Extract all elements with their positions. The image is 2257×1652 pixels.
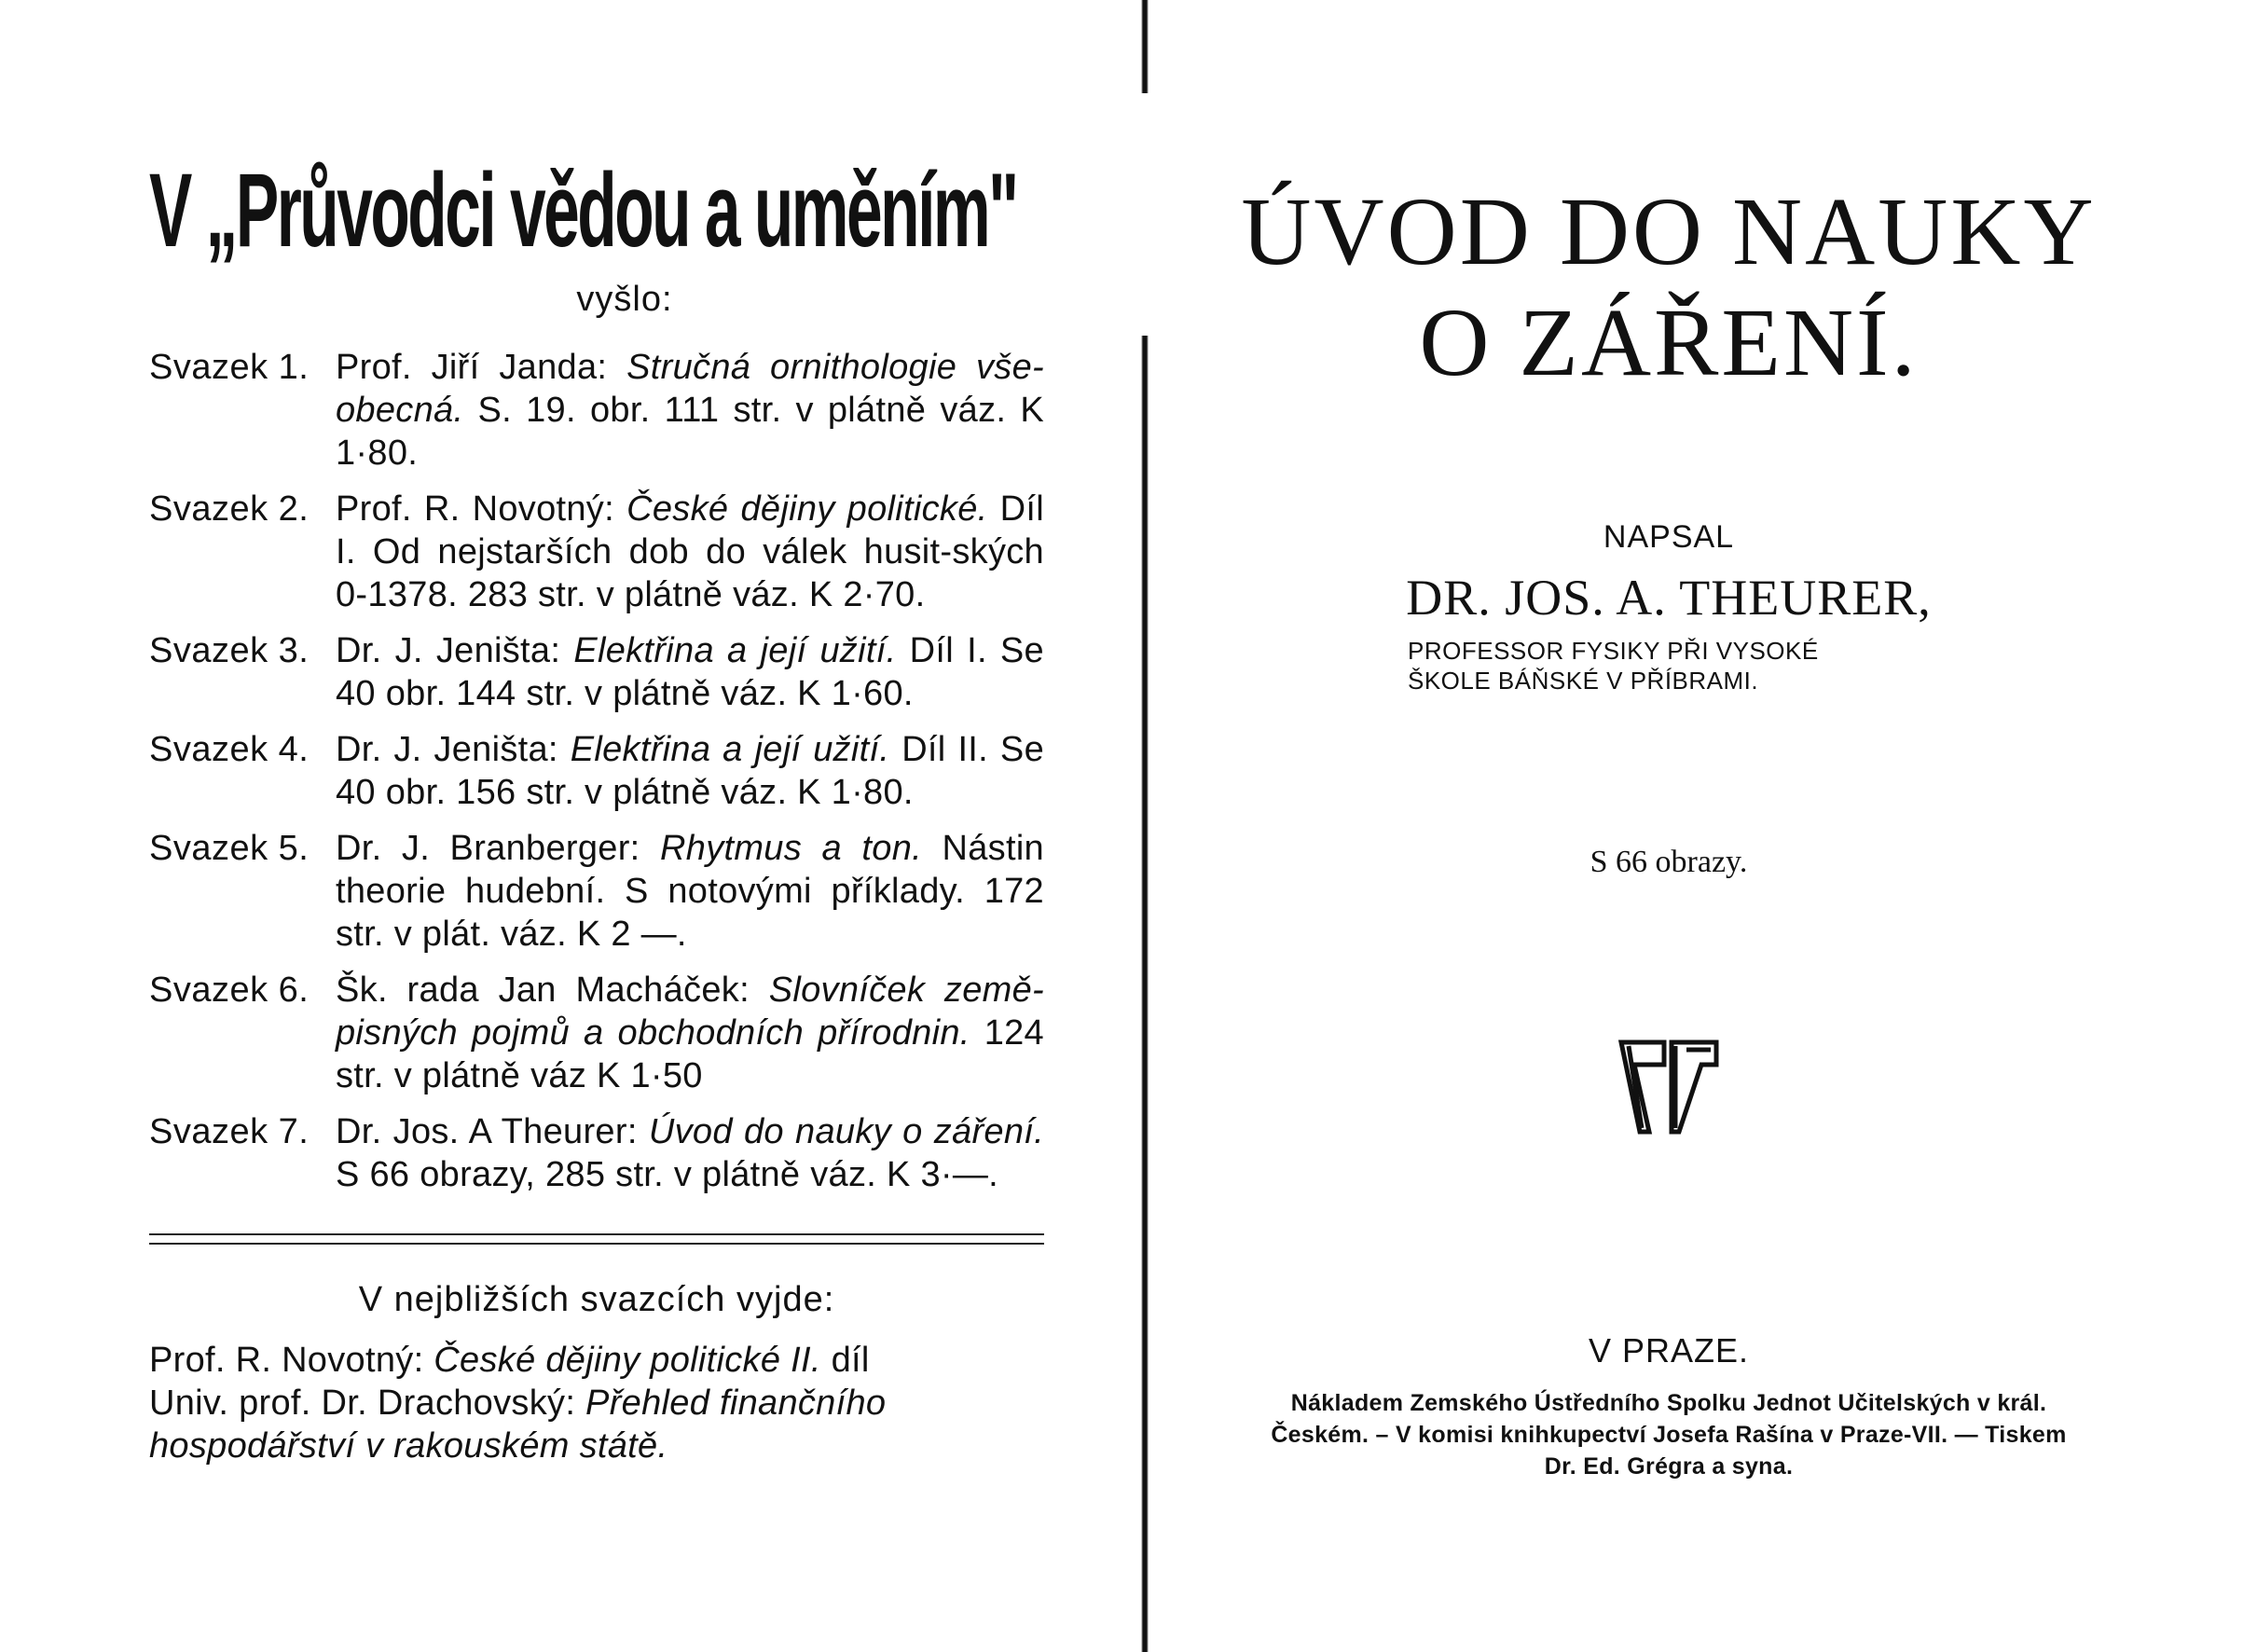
- volume-details: Díl II. Se 40 obr. 156 str. v plátně váz. K 1·80.: [336, 730, 1045, 812]
- forthcoming-title: České dějiny politické II.: [434, 1341, 821, 1380]
- volume-author: Šk. rada Jan Macháček:: [336, 971, 750, 1010]
- volume-title: Elektřina a její užití.: [573, 631, 897, 670]
- volume-title: Stručná ornithologie vše-obecná.: [336, 348, 1044, 430]
- volume-number: Svazek 7.: [149, 1112, 310, 1151]
- volume-title: Rhytmus a ton.: [660, 829, 922, 868]
- volume-entry: [149, 346, 1044, 475]
- volume-details: S 66 obrazy, 285 str. v plátně váz. K 3·—.: [336, 1155, 999, 1194]
- volume-description: [336, 346, 1044, 475]
- volume-details: Nástin theorie hudební. S notovými příklady. 172 str. v plát. váz. K 2 —.: [336, 829, 1044, 954]
- volume-description: [336, 488, 1044, 616]
- page-gutter: [1141, 0, 1149, 1652]
- illustrations-note: S 66 obrazy.: [1590, 845, 1748, 880]
- volume-details: Díl I. Od nejstarších dob do válek husit-ských 0-1378. 283 str. v plátně váz. K 2·70.: [336, 489, 1045, 614]
- double-rule-divider: [149, 1233, 1044, 1245]
- volume-entry: [149, 629, 1044, 715]
- affiliation-line: PROFESSOR FYSIKY PŘI VYSOKÉ: [1408, 637, 1819, 666]
- volume-title: Úvod do nauky o záření.: [648, 1112, 1044, 1151]
- volume-list: [149, 346, 1044, 1196]
- volume-description: [336, 827, 1044, 956]
- book-title-line: ÚVOD DO NAUKY: [1241, 178, 2097, 285]
- volume-number: Svazek 2.: [149, 489, 310, 529]
- volume-entry: [149, 969, 1044, 1097]
- publisher-monogram-icon: [1617, 1039, 1720, 1136]
- author-name: DR. JOS. A. THEURER,: [1406, 570, 1932, 626]
- volume-entry: [149, 488, 1044, 616]
- volume-author: Prof. R. Novotný:: [336, 489, 614, 529]
- volume-title: Slovníček země-pisných pojmů a obchodních přírodnin.: [336, 971, 1044, 1053]
- volume-author: Dr. J. Jeništa:: [336, 730, 558, 769]
- volume-details: S. 19. obr. 111 str. v plátně váz. K 1·80.: [336, 391, 1044, 473]
- imprint-line: Českém. – V komisi knihkupectví Josefa Rašína v Praze-VII. — Tiskem: [1271, 1422, 2067, 1449]
- published-label: vyšlo:: [576, 280, 673, 319]
- volume-description: [336, 728, 1044, 814]
- book-title-line: O ZÁŘENÍ.: [1419, 288, 1919, 396]
- volume-number: Svazek 1.: [149, 348, 310, 387]
- forthcoming-author: Univ. prof. Dr. Drachovský:: [149, 1384, 576, 1423]
- volume-title: České dějiny politické.: [626, 489, 988, 529]
- forthcoming-label: V nejbližších svazcích vyjde:: [358, 1280, 835, 1319]
- book-title: [1212, 177, 2126, 398]
- volume-title: Elektřina a její užití.: [570, 730, 890, 769]
- volume-entry: [149, 827, 1044, 956]
- imprint-line: Dr. Ed. Grégra a syna.: [1544, 1453, 1794, 1480]
- volume-description: [336, 1110, 1044, 1196]
- forthcoming-details: díl: [831, 1341, 870, 1380]
- volume-author: Prof. Jiří Janda:: [336, 348, 608, 387]
- written-by-label: NAPSAL: [1603, 519, 1735, 556]
- forthcoming-entry: [149, 1382, 1044, 1467]
- volume-author: Dr. Jos. A Theurer:: [336, 1112, 638, 1151]
- author-affiliation: [1408, 636, 1930, 695]
- volume-details: Díl I. Se 40 obr. 144 str. v plátně váz. K 1·60.: [336, 631, 1044, 713]
- gutter-mark: [1143, 37, 1147, 93]
- volume-number: Svazek 6.: [149, 971, 310, 1010]
- left-page: [149, 152, 1045, 1467]
- volume-details: 124 str. v plátně váz K 1·50: [336, 1013, 1044, 1095]
- imprint-line: Nákladem Zemského Ústředního Spolku Jednot Učitelských v král.: [1290, 1390, 2047, 1417]
- volume-entry: [149, 728, 1044, 814]
- series-title: V „Průvodci vědou a uměním": [149, 152, 1017, 268]
- volume-author: Dr. J. Jeništa:: [336, 631, 561, 670]
- forthcoming-entry: [149, 1339, 1044, 1382]
- volume-author: Dr. J. Branberger:: [336, 829, 640, 868]
- forthcoming-title: Přehled finančního hospodářství v rakouském státě.: [149, 1384, 887, 1466]
- affiliation-line: ŠKOLE BÁŇSKÉ V PŘÍBRAMI.: [1408, 667, 1759, 695]
- publication-city: V PRAZE.: [1588, 1331, 1750, 1370]
- volume-number: Svazek 4.: [149, 730, 310, 769]
- volume-number: Svazek 3.: [149, 631, 310, 670]
- volume-description: [336, 969, 1044, 1097]
- forthcoming-author: Prof. R. Novotný:: [149, 1341, 424, 1380]
- publisher-imprint: [1212, 1387, 2126, 1482]
- volume-description: [336, 629, 1044, 715]
- forthcoming-list: [149, 1339, 1044, 1467]
- volume-entry: [149, 1110, 1044, 1196]
- right-page: [1212, 177, 2126, 1482]
- volume-number: Svazek 5.: [149, 829, 310, 868]
